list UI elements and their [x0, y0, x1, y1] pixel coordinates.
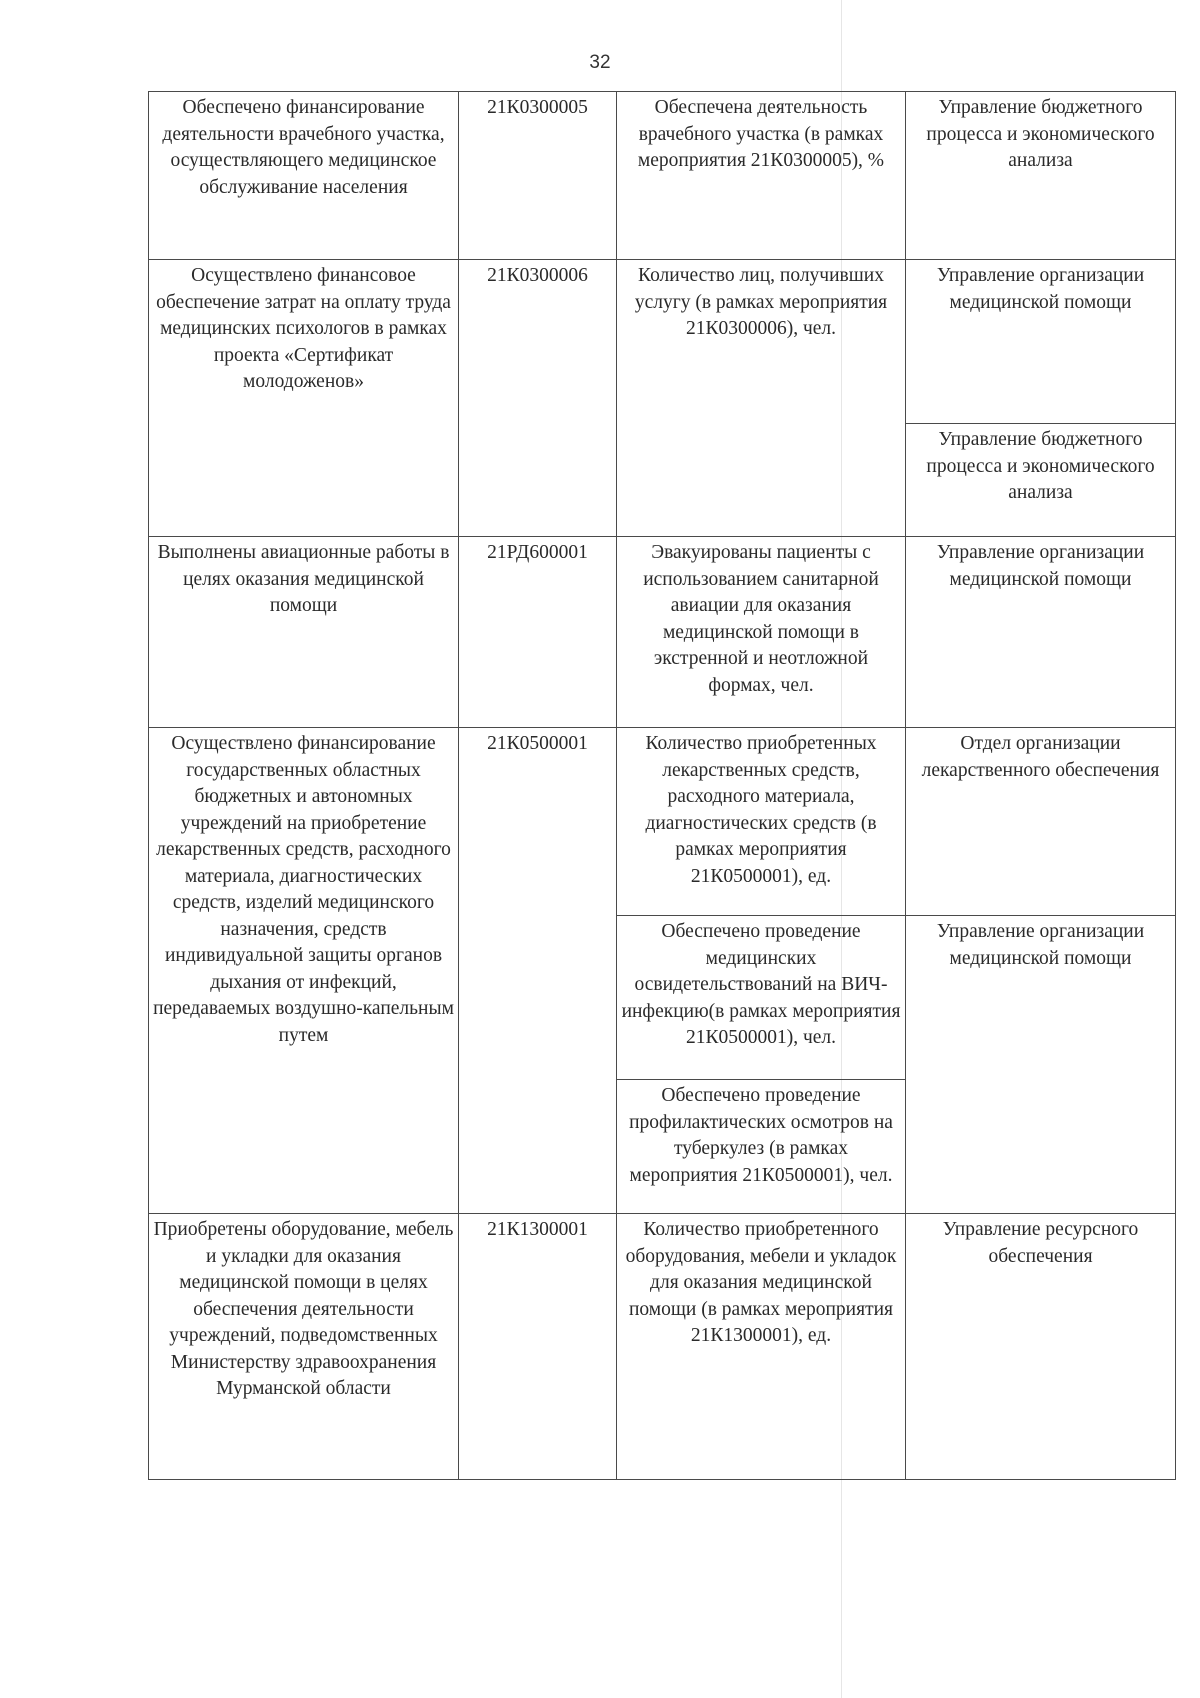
responsible-cell: Управление бюджетного процесса и экономического анализа	[906, 92, 1176, 260]
activities-table	[148, 91, 1176, 1480]
indicator-cell: Количество приобретенных лекарственных средств, расходного материала, диагностических средств (в рамках мероприятия 21К0500001), ед.	[617, 728, 906, 916]
indicator-cell: Обеспечено проведение медицинских освидетельствований на ВИЧ-инфекцию(в рамках мероприятия 21К0500001), чел.	[617, 916, 906, 1080]
page-number: 32	[589, 52, 611, 73]
table-row	[149, 260, 1176, 424]
table-row	[149, 92, 1176, 260]
responsible-cell: Управление организации медицинской помощи	[906, 260, 1176, 424]
code-cell: 21К0300006	[459, 260, 617, 537]
table-row	[149, 537, 1176, 728]
code-cell: 21К0300005	[459, 92, 617, 260]
responsible-cell: Управление бюджетного процесса и экономического анализа	[906, 424, 1176, 537]
code-cell: 21К1300001	[459, 1214, 617, 1480]
table-row	[149, 728, 1176, 916]
result-cell: Приобретены оборудование, мебель и укладки для оказания медицинской помощи в целях обеспечения деятельности учреждений, подведомственных Министерству здравоохранения Мурманской области	[149, 1214, 459, 1480]
indicator-cell: Эвакуированы пациенты с использованием санитарной авиации для оказания медицинской помощи в экстренной и неотложной формах, чел.	[617, 537, 906, 728]
indicator-cell: Количество приобретенного оборудования, мебели и укладок для оказания медицинской помощи (в рамках мероприятия 21К1300001), ед.	[617, 1214, 906, 1480]
responsible-cell: Управление ресурсного обеспечения	[906, 1214, 1176, 1480]
responsible-cell: Управление организации медицинской помощи	[906, 916, 1176, 1214]
responsible-cell: Отдел организации лекарственного обеспечения	[906, 728, 1176, 916]
responsible-cell: Управление организации медицинской помощи	[906, 537, 1176, 728]
indicator-cell: Обеспечена деятельность врачебного участка (в рамках мероприятия 21К0300005), %	[617, 92, 906, 260]
code-cell: 21К0500001	[459, 728, 617, 1214]
indicator-cell: Количество лиц, получивших услугу (в рамках мероприятия 21К0300006), чел.	[617, 260, 906, 537]
result-cell: Осуществлено финансовое обеспечение затрат на оплату труда медицинских психологов в рамках проекта «Сертификат молодоженов»	[149, 260, 459, 537]
indicator-cell: Обеспечено проведение профилактических осмотров на туберкулез (в рамках мероприятия 21К0500001), чел.	[617, 1080, 906, 1214]
result-cell: Выполнены авиационные работы в целях оказания медицинской помощи	[149, 537, 459, 728]
table-row	[149, 1214, 1176, 1480]
result-cell: Осуществлено финансирование государственных областных бюджетных и автономных учреждений на приобретение лекарственных средств, расходного материала, диагностических средств, изделий медицинского назначения, средств индивидуальной защиты органов дыхания от инфекций, передаваемых воздушно-капельным путем	[149, 728, 459, 1214]
result-cell: Обеспечено финансирование деятельности врачебного участка, осуществляющего медицинское обслуживание населения	[149, 92, 459, 260]
code-cell: 21РД600001	[459, 537, 617, 728]
